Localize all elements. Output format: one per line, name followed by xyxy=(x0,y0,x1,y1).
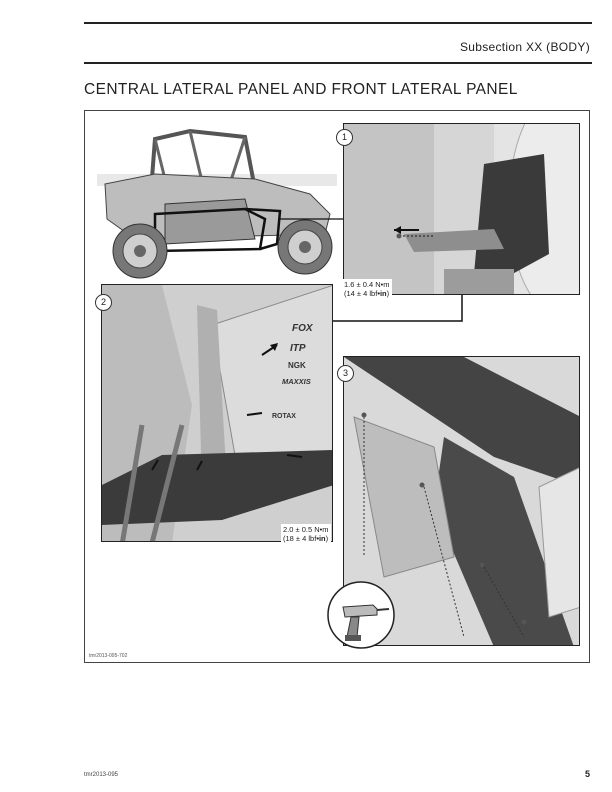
decal-rotax: ROTAX xyxy=(272,413,296,420)
callout-3: 3 xyxy=(337,365,354,382)
decal-ngk: NGK xyxy=(288,361,306,370)
decal-maxxis: MAXXIS xyxy=(282,377,311,386)
drill-tool-icon xyxy=(325,579,397,651)
vehicle-overview-illustration xyxy=(95,119,345,289)
callout-2: 2 xyxy=(95,294,112,311)
figure-id: tmr2013-095-702 xyxy=(89,653,128,659)
detail-1-illustration xyxy=(344,124,580,295)
torque-spec-2 xyxy=(281,524,331,544)
callout-1: 1 xyxy=(336,129,353,146)
torque-1-imperial: (14 ± 4 lbf•in) xyxy=(344,289,390,298)
torque-2-imperial: (18 ± 4 lbf•in) xyxy=(283,534,329,543)
torque-2-metric: 2.0 ± 0.5 N•m xyxy=(283,525,329,534)
torque-1-metric: 1.6 ± 0.4 N•m xyxy=(344,280,390,289)
decal-itp: ITP xyxy=(290,343,306,354)
header-rule-bottom xyxy=(84,62,592,64)
torque-1-leader xyxy=(330,295,470,335)
section-title: CENTRAL LATERAL PANEL AND FRONT LATERAL PANEL xyxy=(84,81,518,98)
detail-panel-2 xyxy=(101,284,333,542)
page-number: 5 xyxy=(584,769,590,779)
footer-doc-id: tmr2013-095 xyxy=(84,772,119,778)
decal-fox: FOX xyxy=(292,323,313,334)
header-rule-top xyxy=(84,22,592,24)
illustration-figure xyxy=(84,110,590,663)
detail-panel-1 xyxy=(343,123,580,295)
subsection-label: Subsection XX (BODY) xyxy=(459,40,590,54)
